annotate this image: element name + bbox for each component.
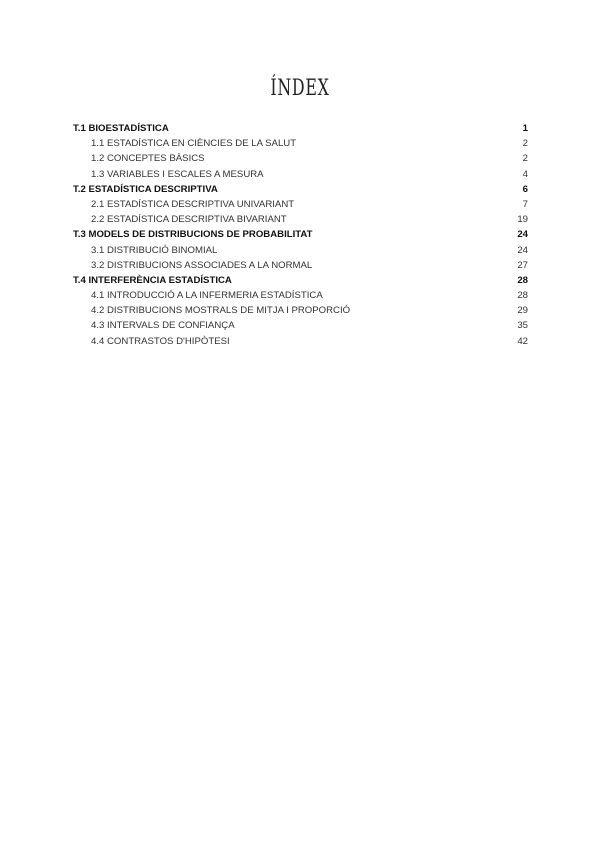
toc-entry-page-number: 2	[522, 153, 528, 165]
toc-entry-label: 3.1 DISTRIBUCIÓ BINOMIAL	[91, 244, 218, 256]
toc-entry-label: 2.2 ESTADÍSTICA DESCRIPTIVA BIVARIANT	[91, 214, 287, 226]
toc-entry-page-number: 19	[517, 214, 528, 226]
toc-entry-label: T.2 ESTADÍSTICA DESCRIPTIVA	[73, 183, 218, 195]
toc-entry-label: 1.1 ESTADÍSTICA EN CIÈNCIES DE LA SALUT	[91, 138, 297, 150]
toc-entry-page-number: 24	[517, 244, 528, 256]
toc-entry-page-number: 7	[522, 198, 528, 210]
toc-section-entry	[73, 167, 528, 182]
toc-entry-label: 1.2 CONCEPTES BÀSICS	[91, 153, 205, 165]
toc-entry-page-number: 1	[522, 123, 528, 134]
toc-chapter-entry	[73, 227, 528, 242]
toc-section-entry	[73, 258, 528, 273]
toc-entry-label: 4.2 DISTRIBUCIONS MOSTRALS DE MITJA I PROPORCIÓ	[91, 305, 351, 317]
toc-section-entry	[73, 288, 528, 303]
toc-entry-label: T.1 BIOESTADÍSTICA	[73, 123, 169, 134]
toc-entry-label: 4.3 INTERVALS DE CONFIANÇA	[91, 320, 235, 332]
toc-section-entry	[73, 212, 528, 227]
toc-section-entry	[73, 318, 528, 333]
toc-entry-page-number: 6	[522, 183, 528, 195]
toc-entry-page-number: 2	[522, 138, 528, 150]
toc-section-entry	[73, 303, 528, 318]
toc-entry-label: 4.4 CONTRASTOS D'HIPÒTESI	[91, 335, 230, 347]
table-of-contents	[73, 121, 528, 349]
toc-section-entry	[73, 136, 528, 151]
toc-entry-page-number: 4	[522, 168, 528, 180]
toc-entry-page-number: 42	[517, 335, 528, 347]
toc-entry-page-number: 28	[517, 274, 528, 286]
toc-entry-page-number: 35	[517, 320, 528, 332]
toc-entry-page-number: 24	[517, 229, 528, 241]
toc-entry-label: 3.2 DISTRIBUCIONS ASSOCIADES A LA NORMAL	[91, 259, 313, 271]
toc-entry-label: 4.1 INTRODUCCIÓ A LA INFERMERIA ESTADÍSTICA	[91, 290, 323, 302]
toc-entry-label: 2.1 ESTADÍSTICA DESCRIPTIVA UNIVARIANT	[91, 198, 295, 210]
toc-chapter-entry	[73, 121, 528, 136]
toc-entry-page-number: 27	[517, 259, 528, 271]
toc-section-entry	[73, 334, 528, 349]
toc-entry-label: 1.3 VARIABLES I ESCALES A MESURA	[91, 168, 264, 180]
toc-chapter-entry	[73, 273, 528, 288]
toc-section-entry	[73, 197, 528, 212]
toc-section-entry	[73, 151, 528, 166]
toc-entry-label: T.4 INTERFERÈNCIA ESTADÍSTICA	[73, 274, 232, 286]
toc-chapter-entry	[73, 182, 528, 197]
page-title: ÍNDEX	[270, 76, 330, 101]
toc-section-entry	[73, 243, 528, 258]
toc-entry-page-number: 28	[517, 290, 528, 302]
toc-entry-page-number: 29	[517, 305, 528, 317]
toc-entry-label: T.3 MODELS DE DISTRIBUCIONS DE PROBABILITAT	[73, 229, 313, 241]
